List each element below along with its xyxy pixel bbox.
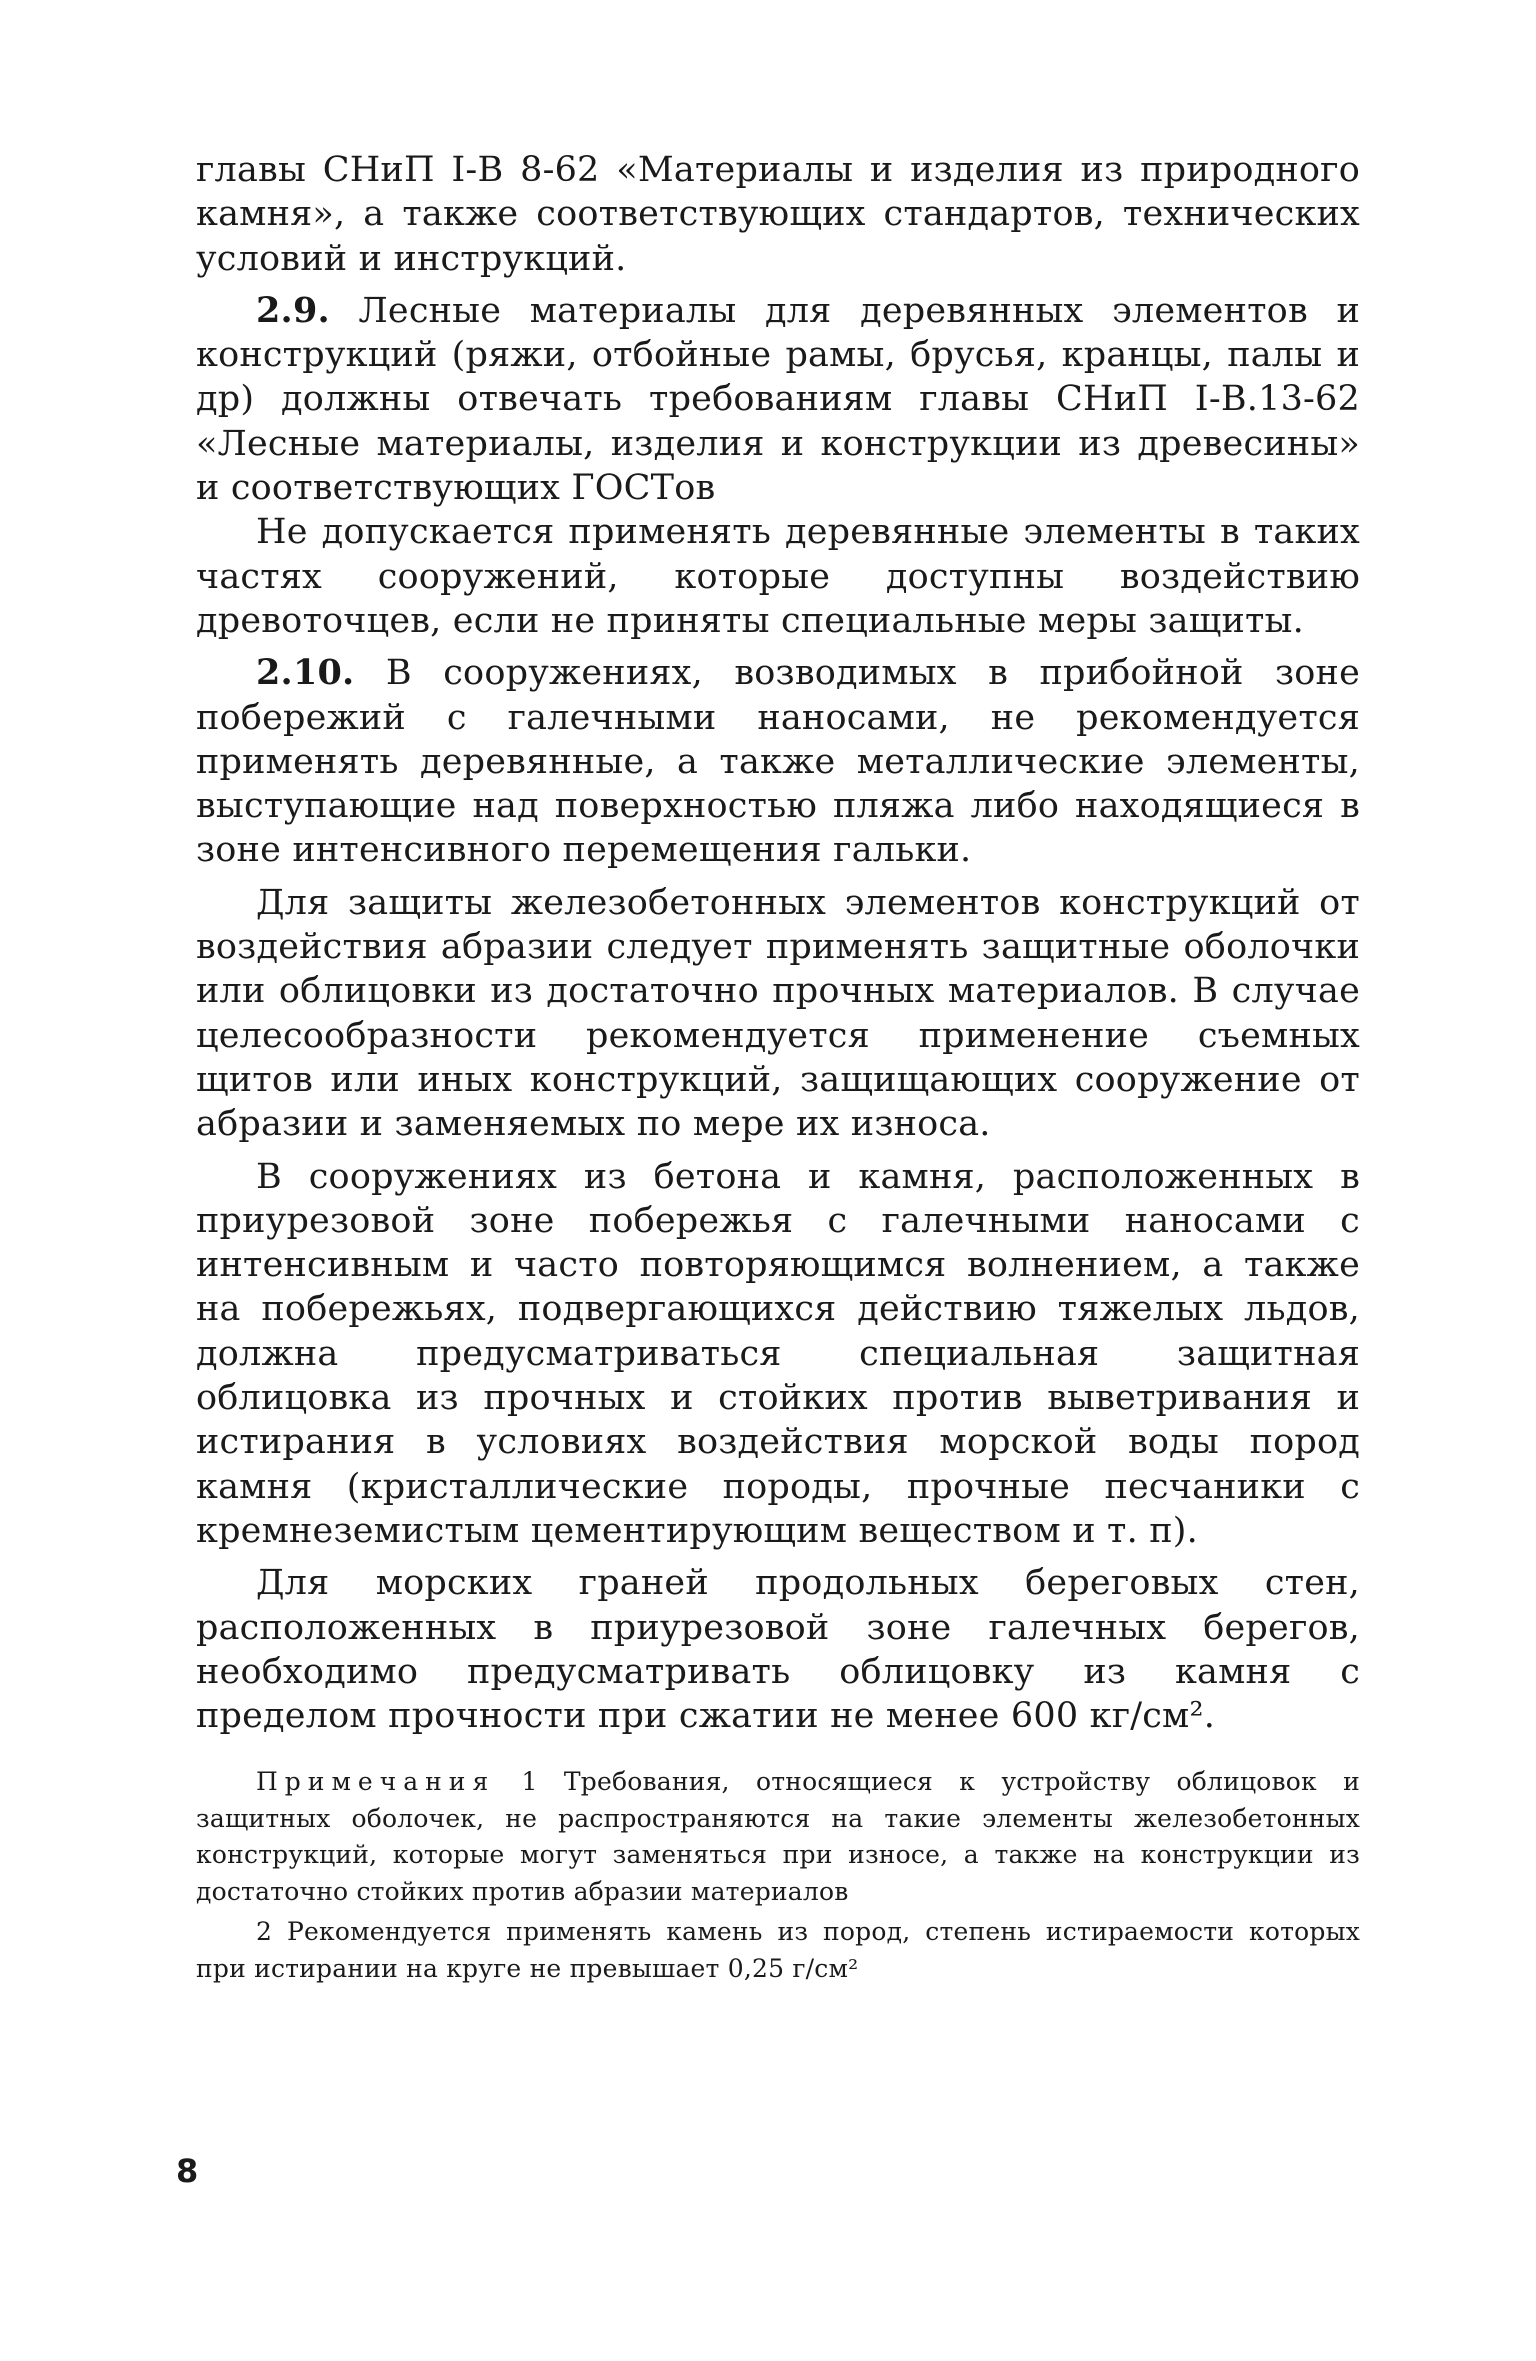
paragraph-facing-requirements	[196, 1155, 1360, 1554]
section-number: 2.10.	[256, 652, 355, 694]
note-text: 2 Рекомендуется применять камень из пород, степень истираемости которых при истирании на круге не превышает 0,25 г/см²	[196, 1917, 1360, 1983]
note-1	[196, 1764, 1360, 1910]
notes-label: Примечания	[256, 1767, 496, 1797]
paragraph-text: Для морских граней продольных береговых стен, расположенных в приурезовой зоне галечных берегов, необходимо предусматривать облицовку из камня с пределом прочности при сжатии не менее 600 кг/см².	[196, 1563, 1360, 1737]
paragraph-woodborers	[196, 510, 1360, 643]
note-text: 1 Требования, относящиеся к устройству облицовок и защитных оболочек, не распространяются на такие элементы железобетонных конструкций, которые могут заменяться при износе, а также на конструкции из достаточно стойких против абразии материалов	[196, 1767, 1360, 1906]
paragraph-2-9	[196, 289, 1360, 510]
paragraph-continuation	[196, 148, 1360, 281]
paragraph-text: В сооружениях из бетона и камня, расположенных в приурезовой зоне побережья с галечными наносами с интенсивным и часто повторяющимся волнением, а также на побережьях, подвергающихся действию тяжелых льдов, должна предусматриваться специальная защитная облицовка из прочных и стойких против выветривания и истирания в условиях воздействия морской воды пород камня (кристаллические породы, прочные песчаники с кремнеземистым цементирующим веществом и т. п).	[196, 1156, 1360, 1551]
paragraph-text: Лесные материалы для деревянных элементов и конструкций (ряжи, отбойные рамы, брусья, кранцы, палы и др) должны отвечать требованиям главы СНиП I-В.13-62 «Лесные материалы, изделия и конструкции из древесины» и соответствующих ГОСТов	[196, 290, 1360, 509]
section-number: 2.9.	[256, 289, 330, 331]
paragraph-text: Не допускается применять деревянные элементы в таких частях сооружений, которые доступны воздействию древоточцев, если не приняты специальные меры защиты.	[196, 512, 1360, 641]
notes-block	[196, 1764, 1360, 1987]
page-number: 8	[176, 2152, 199, 2190]
note-2	[196, 1914, 1360, 1987]
paragraph-2-10	[196, 651, 1360, 872]
paragraph-text: главы СНиП I-В 8-62 «Материалы и изделия из природного камня», а также соответствующих стандартов, технических условий и инструкций.	[196, 150, 1360, 279]
paragraph-text: В сооружениях, возводимых в прибойной зоне побережий с галечными наносами, не рекомендуется применять деревянные, а также металлические элементы, выступающие над поверхностью пляжа либо находящиеся в зоне интенсивного перемещения гальки.	[196, 653, 1360, 871]
paragraph-text: Для защиты железобетонных элементов конструкций от воздействия абразии следует применять защитные оболочки или облицовки из достаточно прочных материалов. В случае целесообразности рекомендуется применение съемных щитов или иных конструкций, защищающих сооружение от абразии и заменяемых по мере их износа.	[196, 882, 1360, 1145]
paragraph-abrasion-protection	[196, 881, 1360, 1147]
paragraph-sea-walls	[196, 1561, 1360, 1738]
